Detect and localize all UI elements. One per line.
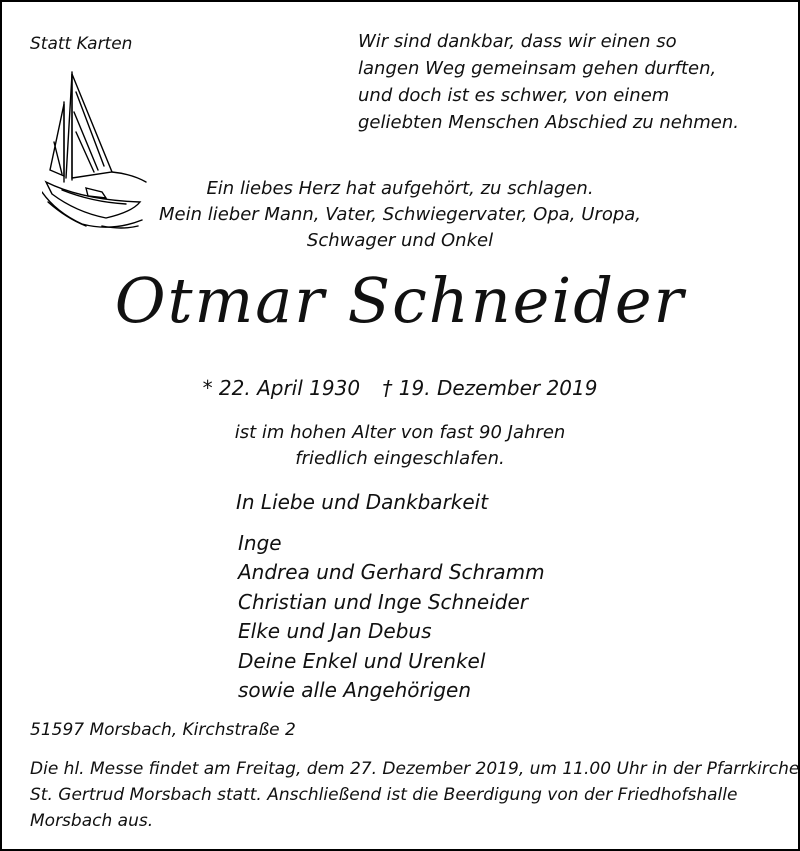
intro-line: Ein liebes Herz hat aufgehört, zu schlagen. (206, 178, 594, 199)
deceased-name: Otmar Schneider (114, 264, 686, 337)
service-info (30, 756, 800, 834)
closing-phrase: In Liebe und Dankbarkeit (236, 490, 489, 514)
life-dates (2, 376, 798, 400)
birth-date: * 22. April 1930 (202, 376, 361, 400)
intro-text (2, 176, 798, 254)
quote-line: und doch ist es schwer, von einem (358, 85, 670, 106)
quote (358, 28, 739, 136)
mourner-item: Christian und Inge Schneider (238, 589, 528, 614)
intro-line: Mein lieber Mann, Vater, Schwiegervater, Opa, Uropa, (158, 204, 642, 225)
death-date: † 19. Dezember 2019 (382, 376, 598, 400)
intro-line: Schwager und Onkel (306, 230, 494, 251)
mourner-item: Inge (238, 531, 282, 555)
service-line: Die hl. Messe findet am Freitag, dem 27. Dezember 2019, um 11.00 Uhr in der Pfarrkirche (30, 759, 800, 779)
address: 51597 Morsbach, Kirchstraße 2 (30, 720, 296, 740)
quote-line: langen Weg gemeinsam gehen durften, (358, 58, 717, 79)
statt-karten-label: Statt Karten (30, 34, 133, 54)
quote-line: geliebten Menschen Abschied zu nehmen. (358, 112, 740, 133)
mourner-item: Elke und Jan Debus (238, 619, 432, 644)
quote-line: Wir sind dankbar, dass wir einen so (358, 31, 677, 52)
passed-line: friedlich eingeschlafen. (295, 448, 505, 469)
mourners-list (238, 529, 545, 705)
mourner-item: Andrea und Gerhard Schramm (238, 560, 545, 585)
mourner-item: sowie alle Angehörigen (238, 678, 471, 703)
service-line: St. Gertrud Morsbach statt. Anschließend ist die Beerdigung von der Friedhofshalle (30, 785, 738, 805)
mourner-item: Deine Enkel und Urenkel (238, 648, 486, 673)
service-line: Morsbach aus. (30, 811, 154, 831)
passed-line: ist im hohen Alter von fast 90 Jahren (234, 422, 566, 443)
passed-text (2, 420, 798, 472)
